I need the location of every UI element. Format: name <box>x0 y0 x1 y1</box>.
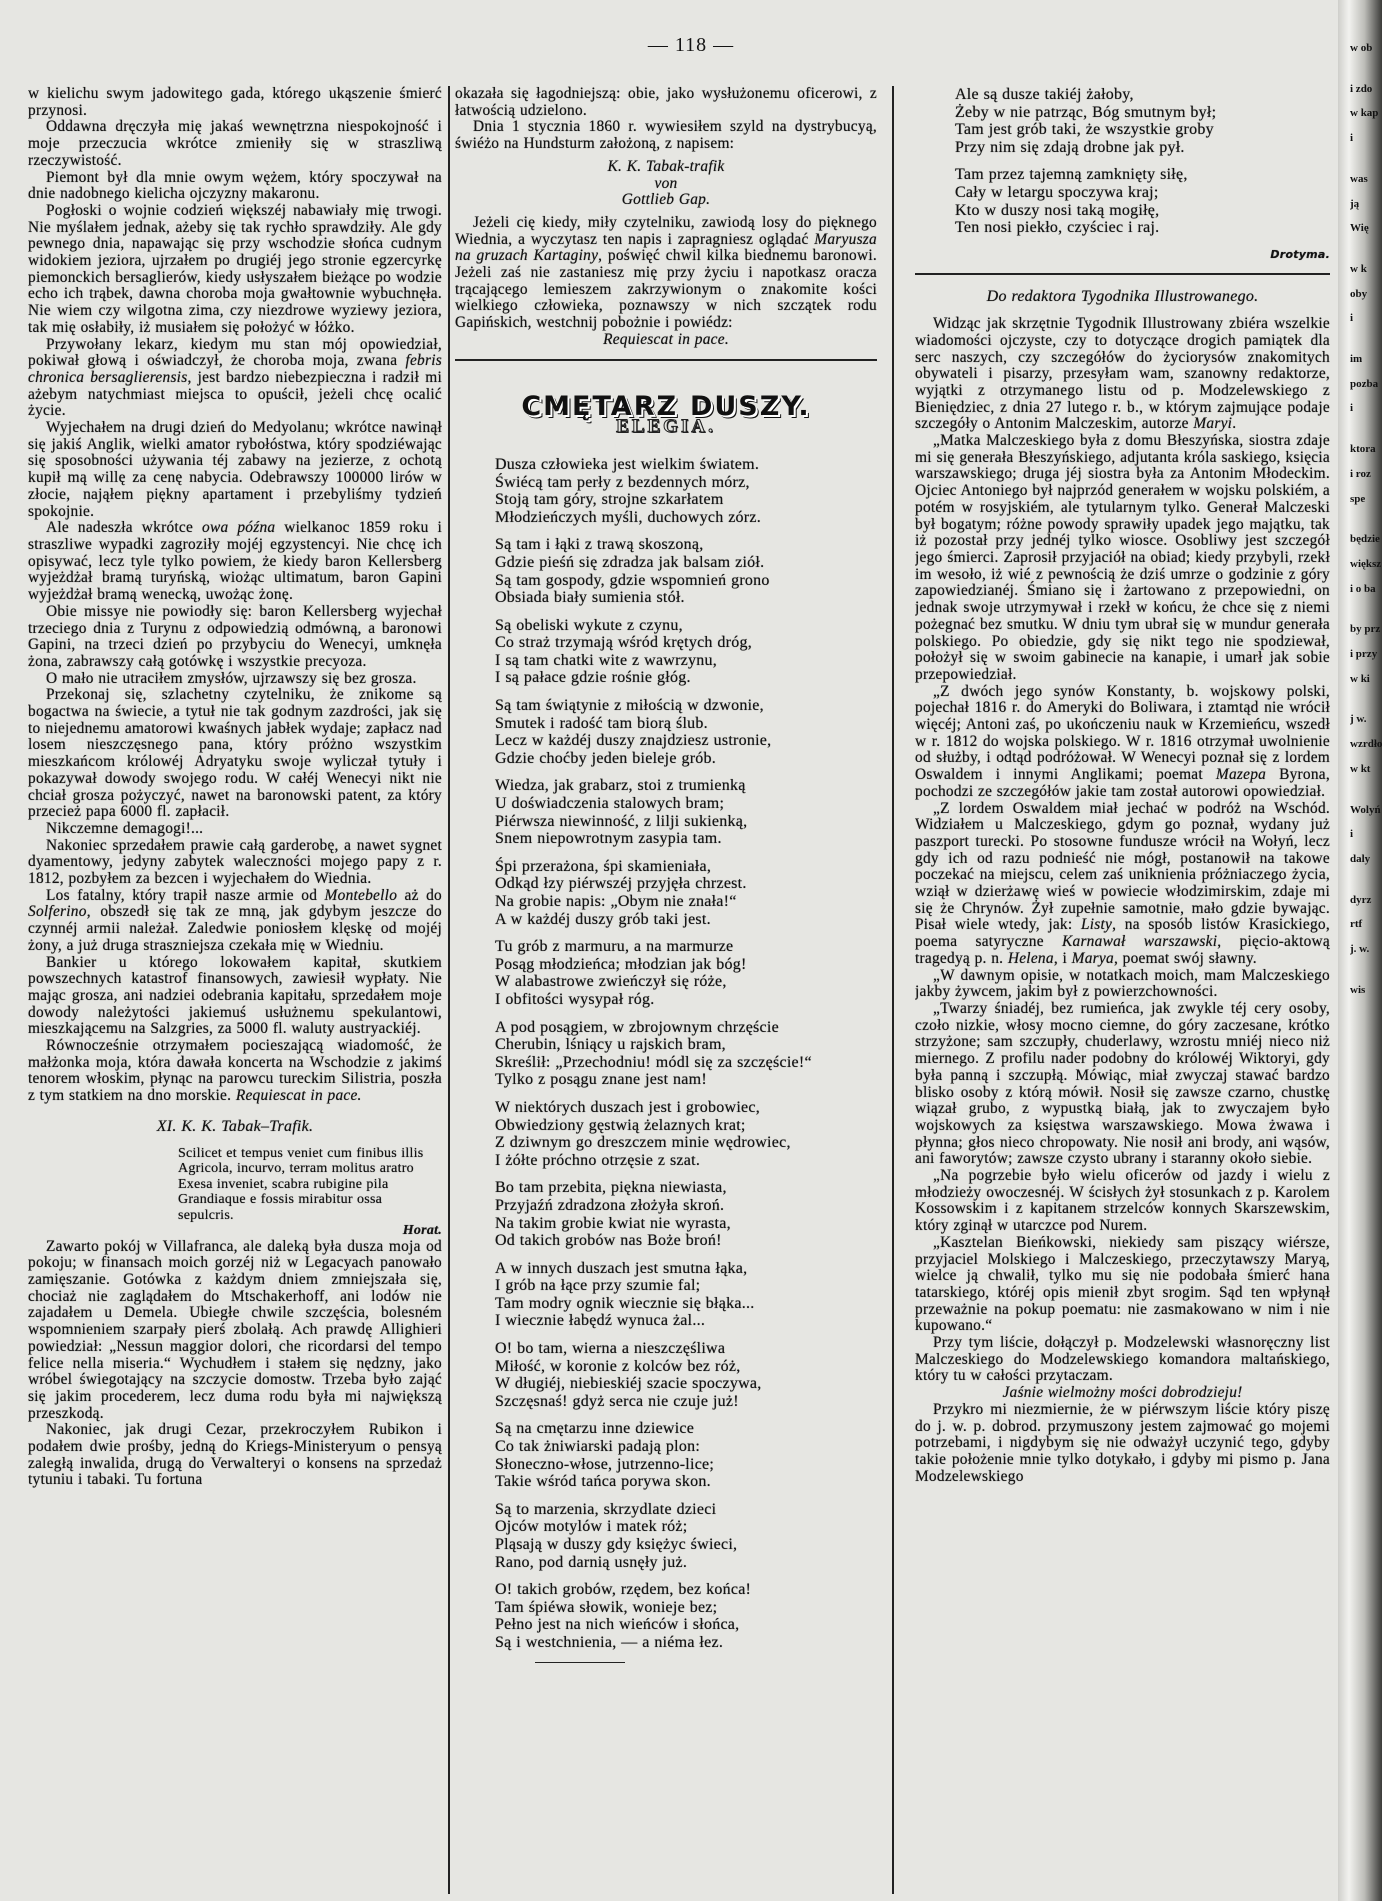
fragment-line: Wolyń <box>1350 803 1381 816</box>
text-run: Jeżeli cię kiedy, miły czytelniku, zawiodą losy do pięknego Wiednia, a wyczytasz ten napis i zapragniesz oglądać <box>455 213 877 248</box>
paragraph <box>28 520 442 604</box>
stanza <box>495 858 877 928</box>
verse-line: Przy nim się zdają drobne jak pył. <box>955 138 1185 156</box>
letter-paragraphs <box>915 316 1330 1385</box>
verse-line: Co tak żniwiarski padają plon: <box>495 1438 701 1456</box>
paragraph <box>915 433 1330 684</box>
paragraph <box>915 968 1330 1001</box>
column-3 <box>915 86 1330 1894</box>
paragraph <box>28 821 442 838</box>
text-run: „Kasztelan Bieńkowski, niekiedy sam piszący wiérsze, przyjaciel Molskiego i Malczeskiego, przeczytawszy Maryą, wielce ją chwalił, tylko mu się nie podobała śmierć hana tatarskiego, któréj opis mienił zbyt srogim. Sąd ten wpłynął przeważnie na pokup poematu: nie zasmakowano w nim i nie kupowano.“ <box>915 1233 1330 1335</box>
italic-run: Marya <box>1071 949 1114 967</box>
paragraph <box>915 1335 1330 1385</box>
verse-line: Tam modry ognik wiecznie się błąka... <box>495 1294 755 1312</box>
text-run: aż do <box>397 886 442 904</box>
stanza <box>495 1501 877 1571</box>
fragment-line: j w. <box>1350 713 1367 726</box>
adjacent-page-fragments <box>1350 40 1382 1840</box>
fragment-line: rtf <box>1350 918 1363 931</box>
verse-line: Z dziwnym go dreszczem minie wędrowiec, <box>495 1134 791 1152</box>
novel-paragraphs <box>28 86 442 1105</box>
verse-line: Posąg młodzieńca; młodzian jak bóg! <box>495 955 747 973</box>
verse-line: Są to marzenia, skrzydlate dzieci <box>495 1500 717 1518</box>
verse-line: I są pałace gdzie rośnie głóg. <box>495 669 691 687</box>
verse-line: Na grobie napis: „Obym nie znała!“ <box>495 893 737 911</box>
fragment-line: wis <box>1350 983 1366 996</box>
verse-line: A w każdéj duszy grób taki jest. <box>495 910 711 928</box>
paragraph <box>28 687 442 821</box>
text-run: , obszedł się tak ze mną, jak gdybym jeszcze do czynnéj armii należał. Zaledwie poniosłem klęskę od mojéj żony, a już druga straszniejsza czekała mię w Wiedniu. <box>28 903 442 954</box>
verse-line: Szczęsnaś! gdyż serca nie czuje już! <box>495 1392 739 1410</box>
paragraph <box>28 1038 442 1105</box>
stanza <box>495 1340 877 1410</box>
page-number: — 118 — <box>647 34 735 56</box>
fragment-line: i roz <box>1350 467 1371 480</box>
fragment-line: w kap <box>1350 107 1379 120</box>
fragment-line: i <box>1350 402 1354 415</box>
text-run: Obie missye nie powiodły się: baron Kellersberg wyjechał trzeciego dnia z Turynu z odpowiedzią odmówną, a baronowi Gapini, na trzeci dzień po przybyciu do Wenecyi, umknęła żona, zabrawszy całą gotówkę i wszystkie precyoza. <box>28 602 442 670</box>
section-rule <box>915 273 1330 275</box>
verse-line: Cherubin, lśniący u rajskich bram, <box>495 1036 726 1054</box>
salutation: Jaśnie wielmożny mości dobrodzieju! <box>1002 1384 1243 1402</box>
verse-line: Są obeliski wykute z czynu, <box>495 616 683 634</box>
verse-line: Takie wśród tańca porywa skon. <box>495 1473 711 1491</box>
fragment-line: im <box>1350 353 1363 366</box>
stanza <box>495 697 877 767</box>
verse-line: Miłość, w koronie z kolców bez róż, <box>495 1357 741 1375</box>
paragraph <box>455 215 877 332</box>
verse-line: Są na cmętarzu inne dziewice <box>495 1420 695 1438</box>
verse-line: Cały w letargu spoczywa kraj; <box>955 183 1159 201</box>
verse-line: W alabastrowe zwieńczył się róże, <box>495 973 727 991</box>
fragment-line: w ob <box>1350 42 1373 54</box>
verse-line: Pełno jest na nich wieńców i słońca, <box>495 1616 740 1634</box>
verse-line: Snem niepowrotnym zasypia tam. <box>495 830 722 848</box>
verse-line: A pod posągiem, w zbrojownym chrzęście <box>495 1018 779 1036</box>
paragraph <box>915 801 1330 968</box>
verse-line: Tam śpiéwa słowik, wonieje bez; <box>495 1598 718 1616</box>
text-run: Równocześnie otrzymałem pocieszającą wiadomość, że małżonka moja, która dawała koncerta na Wschodzie z jakimś tenorem włoskim, płynąc na parowcu tureckim Silistria, poszła z tym statkiem na dno morskie. <box>28 1037 442 1105</box>
text-run: Wyjechałem na drugi dzień do Medyolanu; wkrótce nawinął się jakiś Anglik, wielki amator rybołóstwa, który spodziéwając się sposobności używania téj zabawy na jezierze, z ochotą kupił mą willę za cenę nabycia. Odebrawszy 100000 lirów w złocie, nająłem piękny apartament i przebyliśmy tydzień spokojnie. <box>28 419 442 520</box>
paragraph <box>28 671 442 688</box>
text-run: Dnia 1 stycznia 1860 r. wywiesiłem szyld na dystrybucyą, świéżo na Hundsturm założoną, z napisem: <box>455 118 877 153</box>
column-divider <box>448 86 450 1894</box>
poem-signature: Drotyma. <box>1270 247 1330 261</box>
text-run: Bankier u którego lokowałem kapitał, skutkiem powszechnych katastrof finansowych, zawiesił wypłaty. Nie mając grosza, ani nadziei odebrania kapitału, sprzedałem moje dowody należytości jakiemuś usłużnemu spekulantowi, mieszkającemu na Salzgries, za 5000 fl. waluty austryackiéj. <box>28 953 442 1038</box>
verse-line: Bo tam przebita, piękna niewiasta, <box>495 1179 727 1197</box>
fragment-line: ktora <box>1350 443 1376 456</box>
stanza <box>495 456 877 526</box>
verse-line: Tu grób z marmuru, a na marmurze <box>495 938 734 956</box>
italic-run: Maryi <box>1193 415 1233 433</box>
verse-line: Kto w duszy nosi taką mogiłę, <box>955 201 1160 219</box>
paragraph <box>915 316 1330 433</box>
column-2 <box>455 86 877 1894</box>
verse-line: I są tam chatki wite z wawrzynu, <box>495 651 718 669</box>
fragment-line: by prz <box>1350 623 1381 636</box>
paragraph <box>915 1235 1330 1335</box>
text-run: Los fatalny, który trapił nasze armie od <box>46 886 325 904</box>
paragraph <box>915 1402 1330 1486</box>
verse-line: Są tam i łąki z trawą skoszoną, <box>495 536 704 554</box>
paragraph <box>915 1001 1330 1168</box>
paragraph <box>28 888 442 955</box>
verse-line: Smutek i radość tam biorą ślub. <box>495 714 708 732</box>
sign-line: K. K. Tabak-trafik <box>607 157 725 175</box>
stanza <box>495 536 877 606</box>
fragment-line: w k <box>1350 262 1367 275</box>
epigraph-source: Horat. <box>402 1223 442 1239</box>
paragraph <box>915 1168 1330 1235</box>
stanza <box>955 166 1330 236</box>
paragraph <box>28 420 442 520</box>
fragment-line: i <box>1350 828 1354 841</box>
fragment-line: i zdo <box>1350 82 1373 95</box>
sign-line: Gottlieb Gap. <box>621 191 711 209</box>
epigraph-line: Exesa inveniet, scabra rubigine pila <box>178 1176 389 1192</box>
letter-paragraphs-continued <box>915 1402 1330 1486</box>
stanza <box>495 1099 877 1169</box>
paragraph <box>28 838 442 888</box>
verse-line: Gdzie pieśń się zdradza jak balsam ziół. <box>495 553 765 571</box>
text-run: Nakoniec, jak drugi Cezar, przekroczyłem Rubikon i podałem dwie prośby, jedną do Kriegs-Ministeryum o pensyą zaległą inwalida, drugą do Verwalteryi o konsens na sprzedaż tytuniu i tabaki. Tu fortuna <box>28 1421 442 1489</box>
verse-line: Świécą tam perły z bezdennych mórz, <box>495 473 750 491</box>
verse-line: Piérwsza niewinność, z lilji sukienką, <box>495 812 748 830</box>
section-rule <box>455 359 877 361</box>
letter-heading: Do redaktora Tygodnika Illustrowanego. <box>986 288 1259 306</box>
stanza <box>495 617 877 687</box>
text-run: . <box>1232 415 1237 433</box>
poem-stanzas-continued <box>955 86 1330 237</box>
column-divider <box>892 86 894 1894</box>
text-run: „Twarzy śniadéj, bez rumieńca, jak zwykle téj cery osoby, czoło nizkie, włosy mocno ciemne, do góry zaczesane, krótko strzyżone; sam szczupły, chuderlawy, wzrostu mniéj nieco niż miernego. Z profilu nader podobny do królowéj Wiktoryi, gdy była panną i szczupłą. Mówiąc, miał zwyczaj stawać bardzo blisko osoby z którą mówił. Nosił się zawsze czarno, chustkę wiązał grubo, z wypustką białą, jak to zwyczajem było wojskowych za księstwa warszawskiego. Mowa żwawa i płynna; głos nieco chropowaty. Nie nosił ani brody, ani wąsów, ani faworytów; zawsze czysto ubrany i staranny około siebie. <box>915 999 1330 1168</box>
text-run: O mało nie utraciłem zmysłów, ujrzawszy się bez grosza. <box>46 669 417 687</box>
paragraph <box>455 86 877 119</box>
stanza <box>495 1581 877 1651</box>
italic-run: Requiescat in pace. <box>235 1087 362 1105</box>
end-rule <box>535 1662 625 1664</box>
poem-subtitle: ELEGIA. <box>616 416 716 438</box>
closing-line: Requiescat in pace. <box>603 330 729 348</box>
paragraph <box>915 684 1330 801</box>
fragment-line: większ <box>1350 557 1382 570</box>
epigraph-line: Grandiaque e fossis mirabitur ossa sepulcris. <box>178 1192 383 1223</box>
fragment-line: będzie <box>1350 533 1380 546</box>
text-run: Nakoniec sprzedałem prawie całą garderobę, a nawet sygnet dyamentowy, jedyny zabytek waleczności mojego papy z r. 1812, pozbyłem za bezcen i wyjechałem do Wiednia. <box>28 836 442 888</box>
verse-line: W niektórych duszach jest i grobowiec, <box>495 1098 760 1116</box>
text-run: Przykro mi niezmiernie, że w piérwszym liście który piszę do j. w. p. dobrod. przymuszony jestem zajmować go mojemi potrzebami, i nigdybym się nie odważył uczynić tego, gdyby takie położenie mnie tylko dotykało, i gdyby mi pismo p. Jana Modzelewskiego <box>915 1400 1330 1485</box>
epigraph <box>178 1146 442 1239</box>
italic-run: Maryusza na gruzach Kartaginy <box>455 230 877 265</box>
verse-line: Gdzie choćby jeden bieleje grób. <box>495 749 717 767</box>
verse-line: Młodzieńczych myśli, duchowych zórz. <box>495 508 761 526</box>
verse-line: Pląsają w duszy gdy księżyc świeci, <box>495 1536 738 1554</box>
verse-line: Rano, pod darnią usnęły już. <box>495 1553 688 1571</box>
text-run: „Z lordem Oswaldem miał jechać w podróż na Wschód. Widziałem u Malczeskiego, gdym go poznał, wydany już paszport turecki. Po stosowne fundusze wrócił na Wołyń, lecz gdy ich od razu podnieść nie mógł, postanowił na takowe poczekać na miejscu, celem zaś uniknienia próżniaczego życia, wziął w dzierżawę wieś w powiecie włodzimirskim, zdaje mi się że Chrynów. Żył zupełnie samotnie, mało gdzie bywając. Pisał wiele wtedy, jak: <box>915 799 1330 934</box>
text-run: Zawarto pokój w Villafranca, ale daleką była dusza moja od pokoju; w finansach moich gorzéj niż w Legacyach panowało zamięszanie. Gotówka z każdym dniem zmniejszała się, chociaż nie zaglądałem do Mtschakerhoff, ani lodów nie zajadałem u Demela. Ubiegłe chwile szczęścia, bolesném wspomnieniem szarpały pierś zbolałą. Ach prawdę Allighieri powiedział: „Nessun maggior dolori, che ricordarsi del tempo felice nella miseria.“ Wychudłem i stałem się nędzny, jako wróbel świegotający na szczycie domostw. Trzeba było zająć się jakim procederem, lecz duma rodu była mi największą przeszkodą. <box>28 1237 442 1422</box>
section-heading: XI. K. K. Tabak–Trafik. <box>156 1117 314 1135</box>
verse-line: Ojców motylów i matek róż; <box>495 1518 688 1536</box>
verse-line: I żółte próchno otrzęsie z szat. <box>495 1151 701 1169</box>
text-run: , na sposób listów Krasickiego, poema satyryczne <box>915 916 1330 951</box>
stanza <box>495 1260 877 1330</box>
text-run: Nikczemne demagogi!... <box>46 819 204 837</box>
stanza <box>495 777 877 847</box>
paragraph <box>455 119 877 152</box>
fragment-line: i <box>1350 312 1354 325</box>
verse-line: A w innych duszach jest smutna łąka, <box>495 1259 748 1277</box>
epigraph-line: Agricola, incurvo, terram molitus aratro <box>178 1161 414 1177</box>
paragraph <box>28 337 442 421</box>
fragment-line: j. w. <box>1350 943 1370 956</box>
verse-line: Dusza człowieka jest wielkim światem. <box>495 455 760 473</box>
text-run: Przywołany lekarz, kiedym mu stan mój opowiedział, pokiwał głową i oświadczył, że choroba moja, zwana <box>28 335 442 370</box>
italic-run: febris chronica bersaglierensis <box>28 352 442 386</box>
fragment-line: w ki <box>1350 672 1370 685</box>
verse-line: Są tam gospody, gdzie wspomnień grono <box>495 571 770 589</box>
text-run: Byrona, pochodzi ze szczegółów jakie tam został autorowi opowiedział. <box>915 766 1330 800</box>
text-run: w kielichu swym jadowitego gada, którego ukąszenie śmierć przynosi. <box>28 86 442 119</box>
text-run: „Matka Malczeskiego była z domu Błeszyńska, siostra zdaje mi się generała Błeszyńskiego, adjutanta króla saskiego, księcia warszawskiego; druga jéj siostra była za Antonim Młodeckim. Ojciec Antoniego był najprzód generałem w wojsku polskiém, a potém w rosyjskiém, ale tytularnym tylko. Generał Malczeski był bogatym; różne powody sprawiły upadek jego majątku, tak iż pozostał przy jednéj tylko wiosce. Osobliwy jest szczegół jego śmierci. Zaprosił przyjaciół na obiad; kiedy przybyli, rzekł im wesoło, iż wié z pewnością że dziś umrze o godzinie z góry zapowiedzianéj. Śmiano się i żartowano z przepowiedni, on jednak swoje utrzymywał i rzekł w końcu, że chce się z niemi pożegnać bez smutku. W dniu tym ubrał się w mundur generała polskiego. Po obiedzie, gdy się nikt tego nie spodziewał, położył się w swoim gabinecie na kanapie, i umarł jak sobie przepowiedział. <box>915 432 1330 683</box>
verse-line: Od takich grobów nas Boże broń! <box>495 1232 722 1250</box>
italic-run: Mazepa <box>1215 766 1267 784</box>
poem-title: CMĘTARZ DUSZY. <box>521 390 811 422</box>
text-run: Ale nadeszła wkrótce <box>46 519 202 537</box>
verse-line: Na takim grobie kwiat nie wyrasta, <box>495 1214 731 1232</box>
fragment-line: daly <box>1350 852 1371 865</box>
verse-line: Tam przez tajemną zamknięty siłę, <box>955 166 1188 184</box>
fragment-line: ją <box>1350 197 1360 210</box>
italic-run: Montebello <box>324 886 398 904</box>
verse-line: I obfitości wysypał róg. <box>495 990 655 1008</box>
verse-line: Tylko z posągu znane jest nam! <box>495 1071 707 1089</box>
fragment-line: pozba <box>1350 377 1379 390</box>
shop-sign <box>455 159 877 209</box>
verse-line: O! takich grobów, rzędem, bez końca! <box>495 1581 752 1599</box>
verse-line: Obsiada biały sumienia stół. <box>495 589 685 607</box>
stanza <box>495 938 877 1008</box>
verse-line: Słoneczno-włose, jutrzenno-lice; <box>495 1455 715 1473</box>
text-run: wielkanoc 1859 roku i straszliwe wypadki zagroziły mojéj egzystencyi. Nie chcę ich opisywać, lecz tyle tylko powiem, że kiedy baron Kellersberg wyjeżdżał bramą turyńską, wiożąc ultimatum, baron Gapini wyjeżdżał bramą wenecką, uwożąc żonę. <box>28 519 442 604</box>
verse-line: Ten nosi piekło, czyściec i raj. <box>955 219 1160 237</box>
verse-line: I wiecznie łabędź wynuca żal... <box>495 1312 706 1330</box>
verse-line: Żeby w nie patrząc, Bóg smutnym był; <box>955 103 1217 121</box>
text-run: Piemont był dla mnie owym wężem, który spoczywał na dnie nadobnego kielicha ojczyzny makaronu. <box>28 168 442 203</box>
italic-run: Helena <box>1007 949 1054 967</box>
paragraph <box>28 203 442 337</box>
verse-line: Skreślił: „Przechodniu! módl się za szczęście!“ <box>495 1053 812 1071</box>
verse-line: Obwiedziony gęstwią żelaznych krat; <box>495 1116 746 1134</box>
text-run: „Z dwóch jego synów Konstanty, b. wojskowy polski, pojechał 1816 r. do Ameryki do Boliwara, i ztamtąd nie wrócił więcéj; Antoni zaś, po ukończeniu nauk w Krzemieńcu, wszedł w r. 1812 do wojska polskiego. W r. 1816 otrzymał uwolnienie od służby, i odtąd podróżował. W Wenecyi poznał się z lordem Oswaldem i innymi Anglikami; poemat <box>915 682 1330 784</box>
verse-line: Tam jest grób taki, że wszystkie groby <box>955 121 1214 139</box>
text-run: Oddawna dręczyła mię jakaś wewnętrzna niespokojność i moje przeczucia wkrótce zmieniły się w straszliwą rzeczywistość. <box>28 118 442 169</box>
paragraph <box>28 604 442 671</box>
fragment-line: w kt <box>1350 762 1371 775</box>
paragraph <box>28 119 442 169</box>
stanza <box>495 1420 877 1490</box>
poem-stanzas <box>495 456 877 1652</box>
paragraph <box>28 955 442 1039</box>
paragraph <box>28 86 442 119</box>
verse-line: I grób na łące przy szumie fal; <box>495 1277 701 1295</box>
italic-run: Karnawał warszawski <box>1061 933 1218 951</box>
fragment-line: Wię <box>1350 222 1369 235</box>
text-run: , i <box>1053 949 1072 967</box>
novel-paragraphs-continued <box>455 215 877 332</box>
text-run: „Na pogrzebie było wielu oficerów od jazdy i wielu z młodzieży owoczesnéj. W ścisłych żył stosunkach z p. Karolem Kossowskim i z kapitanem strzelców konnych Skarszewskim, który zginął w utarczce pod Nurem. <box>915 1167 1330 1235</box>
text-run: , poemat swój sławny. <box>1113 949 1257 967</box>
text-run: , jest bardzo niebezpieczna i radził mi ażebym natychmiast miejsca to opuścił, jeżeli chcę ocalić życie. <box>28 368 442 420</box>
novel-paragraphs-continued <box>28 1239 442 1490</box>
text-run: okazała się łagodniejszą: obie, jako wysłużonemu oficerowi, z łatwością udzielono. <box>455 86 877 119</box>
verse-line: Odkąd łzy piérwszéj przyjęła chrzest. <box>495 875 747 893</box>
verse-line: Przyjaźń zdradzona złożyła skroń. <box>495 1196 725 1214</box>
paragraph <box>28 1239 442 1423</box>
fragment-line: spe <box>1350 492 1366 505</box>
verse-line: Co straż trzymają wśród krętych dróg, <box>495 634 753 652</box>
verse-line: Wiedza, jak grabarz, stoi z trumienką <box>495 777 746 795</box>
text-run: „W dawnym opisie, w notatkach moich, mam Malczeskiego jakby żywcem, jakim był z powierzchowności. <box>915 966 1330 1001</box>
verse-line: Są tam świątynie z miłością w dzwonie, <box>495 697 764 715</box>
verse-line: Są i westchnienia, — a niéma łez. <box>495 1633 724 1651</box>
stanza <box>495 1019 877 1089</box>
fragment-line: dyrz <box>1350 893 1372 906</box>
text-run: Widząc jak skrzętnie Tygodnik Illustrowany zbiéra wszelkie wiadomości ojczyste, czy to dotyczące drogich pamiątek dla serc naszych, czy szczegółów do życiorysów znakomitych obywateli i pisarzy, przesyłam wam, szanowny redaktorze, wyjątki z otrzymanego listu od p. Modzelewskiego z Bieniędziec, z dnia 27 lutego r. b., w którym zajmujące podaje szczegóły o Antonim Malczeskim, autorze <box>915 315 1330 433</box>
text-run: Przy tym liście, dołączył p. Modzelewski własnoręczny list Malczeskiego do Modzelewskiego komandora maltańskiego, który tu w całości przytaczam. <box>915 1334 1330 1385</box>
text-run: , pięcio-aktową tragedyą p. n. <box>915 933 1330 967</box>
stanza <box>955 86 1330 156</box>
text-run: Przekonaj się, szlachetny czytelniku, że znikome są bogactwa na świecie, a tytuł nie tak godnym zazdrości, jak się to niejednemu amatorowi kwaśnych jabłek wydaje; zapłacz nad losem nieszczęsnego pana, który próżno wszystkim mieszkańcom królowéj Adryatyku swoje wyliczał tytuły i pokazywał dowody swojego rodu. W całéj Wenecyi nikt nie chciał grosza pożyczyć, nawet na baronowski patent, za który przecież papa 6000 fl. zapłacił. <box>28 686 442 821</box>
italic-run: Solferino <box>28 903 87 921</box>
column-1-novel <box>28 86 442 1894</box>
novel-paragraphs <box>455 86 877 153</box>
verse-line: W długiéj, niebieskiéj szacie spoczywa, <box>495 1375 762 1393</box>
verse-line: Ale są dusze takiéj żałoby, <box>955 86 1134 103</box>
verse-line: Stoją tam góry, strojne szkarłatem <box>495 491 724 509</box>
paragraph <box>28 170 442 203</box>
fragment-line: i przy <box>1350 648 1378 661</box>
italic-run: Listy <box>1080 916 1113 934</box>
sign-line: von <box>654 174 678 192</box>
italic-run: owa późna <box>202 519 276 537</box>
stanza <box>495 1179 877 1249</box>
text-run: Pogłoski o wojnie codzień większéj nabawiały mię trwogi. Nie myślałem jednak, ażeby się tak rychło sprawdziły. Ale gdy pewnego dnia, napawając się przy wschodzie słońca cudnym widokiem jeziora, ujrzałem po drugiéj jego stronie egzercyrkę piemonckich bersaglierów, kiedy usłyszałem bieżące po wodzie echo ich trąbek, dawna choroba moja gwałtownie wybuchnęła. Nie wiem czy wilgotna zima, czy niezdrowe wyziewy jeziora, tak mię osłabiły, iż musiałem się położyć w łóżko. <box>28 201 442 336</box>
fragment-line: wzrdło <box>1350 738 1382 751</box>
fragment-line: i o ba <box>1350 582 1376 595</box>
verse-line: Śpi przerażona, śpi skamieniała, <box>495 857 712 875</box>
text-run: , poświęć chwil kilka biednemu baronowi. Jeżeli zaś nie zastaniesz mię przy życiu i napotkasz oracza trącającego lemieszem zakrzywionym o znakomite kości wielkiego człowieka, poznawszy w nich szczątek rodu Gapińskich, westchnij pobożnie i powiédz: <box>455 247 877 332</box>
verse-line: O! bo tam, wierna a nieszczęśliwa <box>495 1340 726 1358</box>
verse-line: Lecz w każdéj duszy znajdziesz ustronie, <box>495 732 772 750</box>
verse-line: U doświadczenia stalowych bram; <box>495 795 725 813</box>
fragment-line: was <box>1350 172 1368 185</box>
epigraph-line: Scilicet et tempus veniet cum finibus illis <box>178 1145 424 1161</box>
fragment-line: oby <box>1350 287 1368 300</box>
fragment-line: i <box>1350 132 1354 145</box>
paragraph <box>28 1422 442 1489</box>
